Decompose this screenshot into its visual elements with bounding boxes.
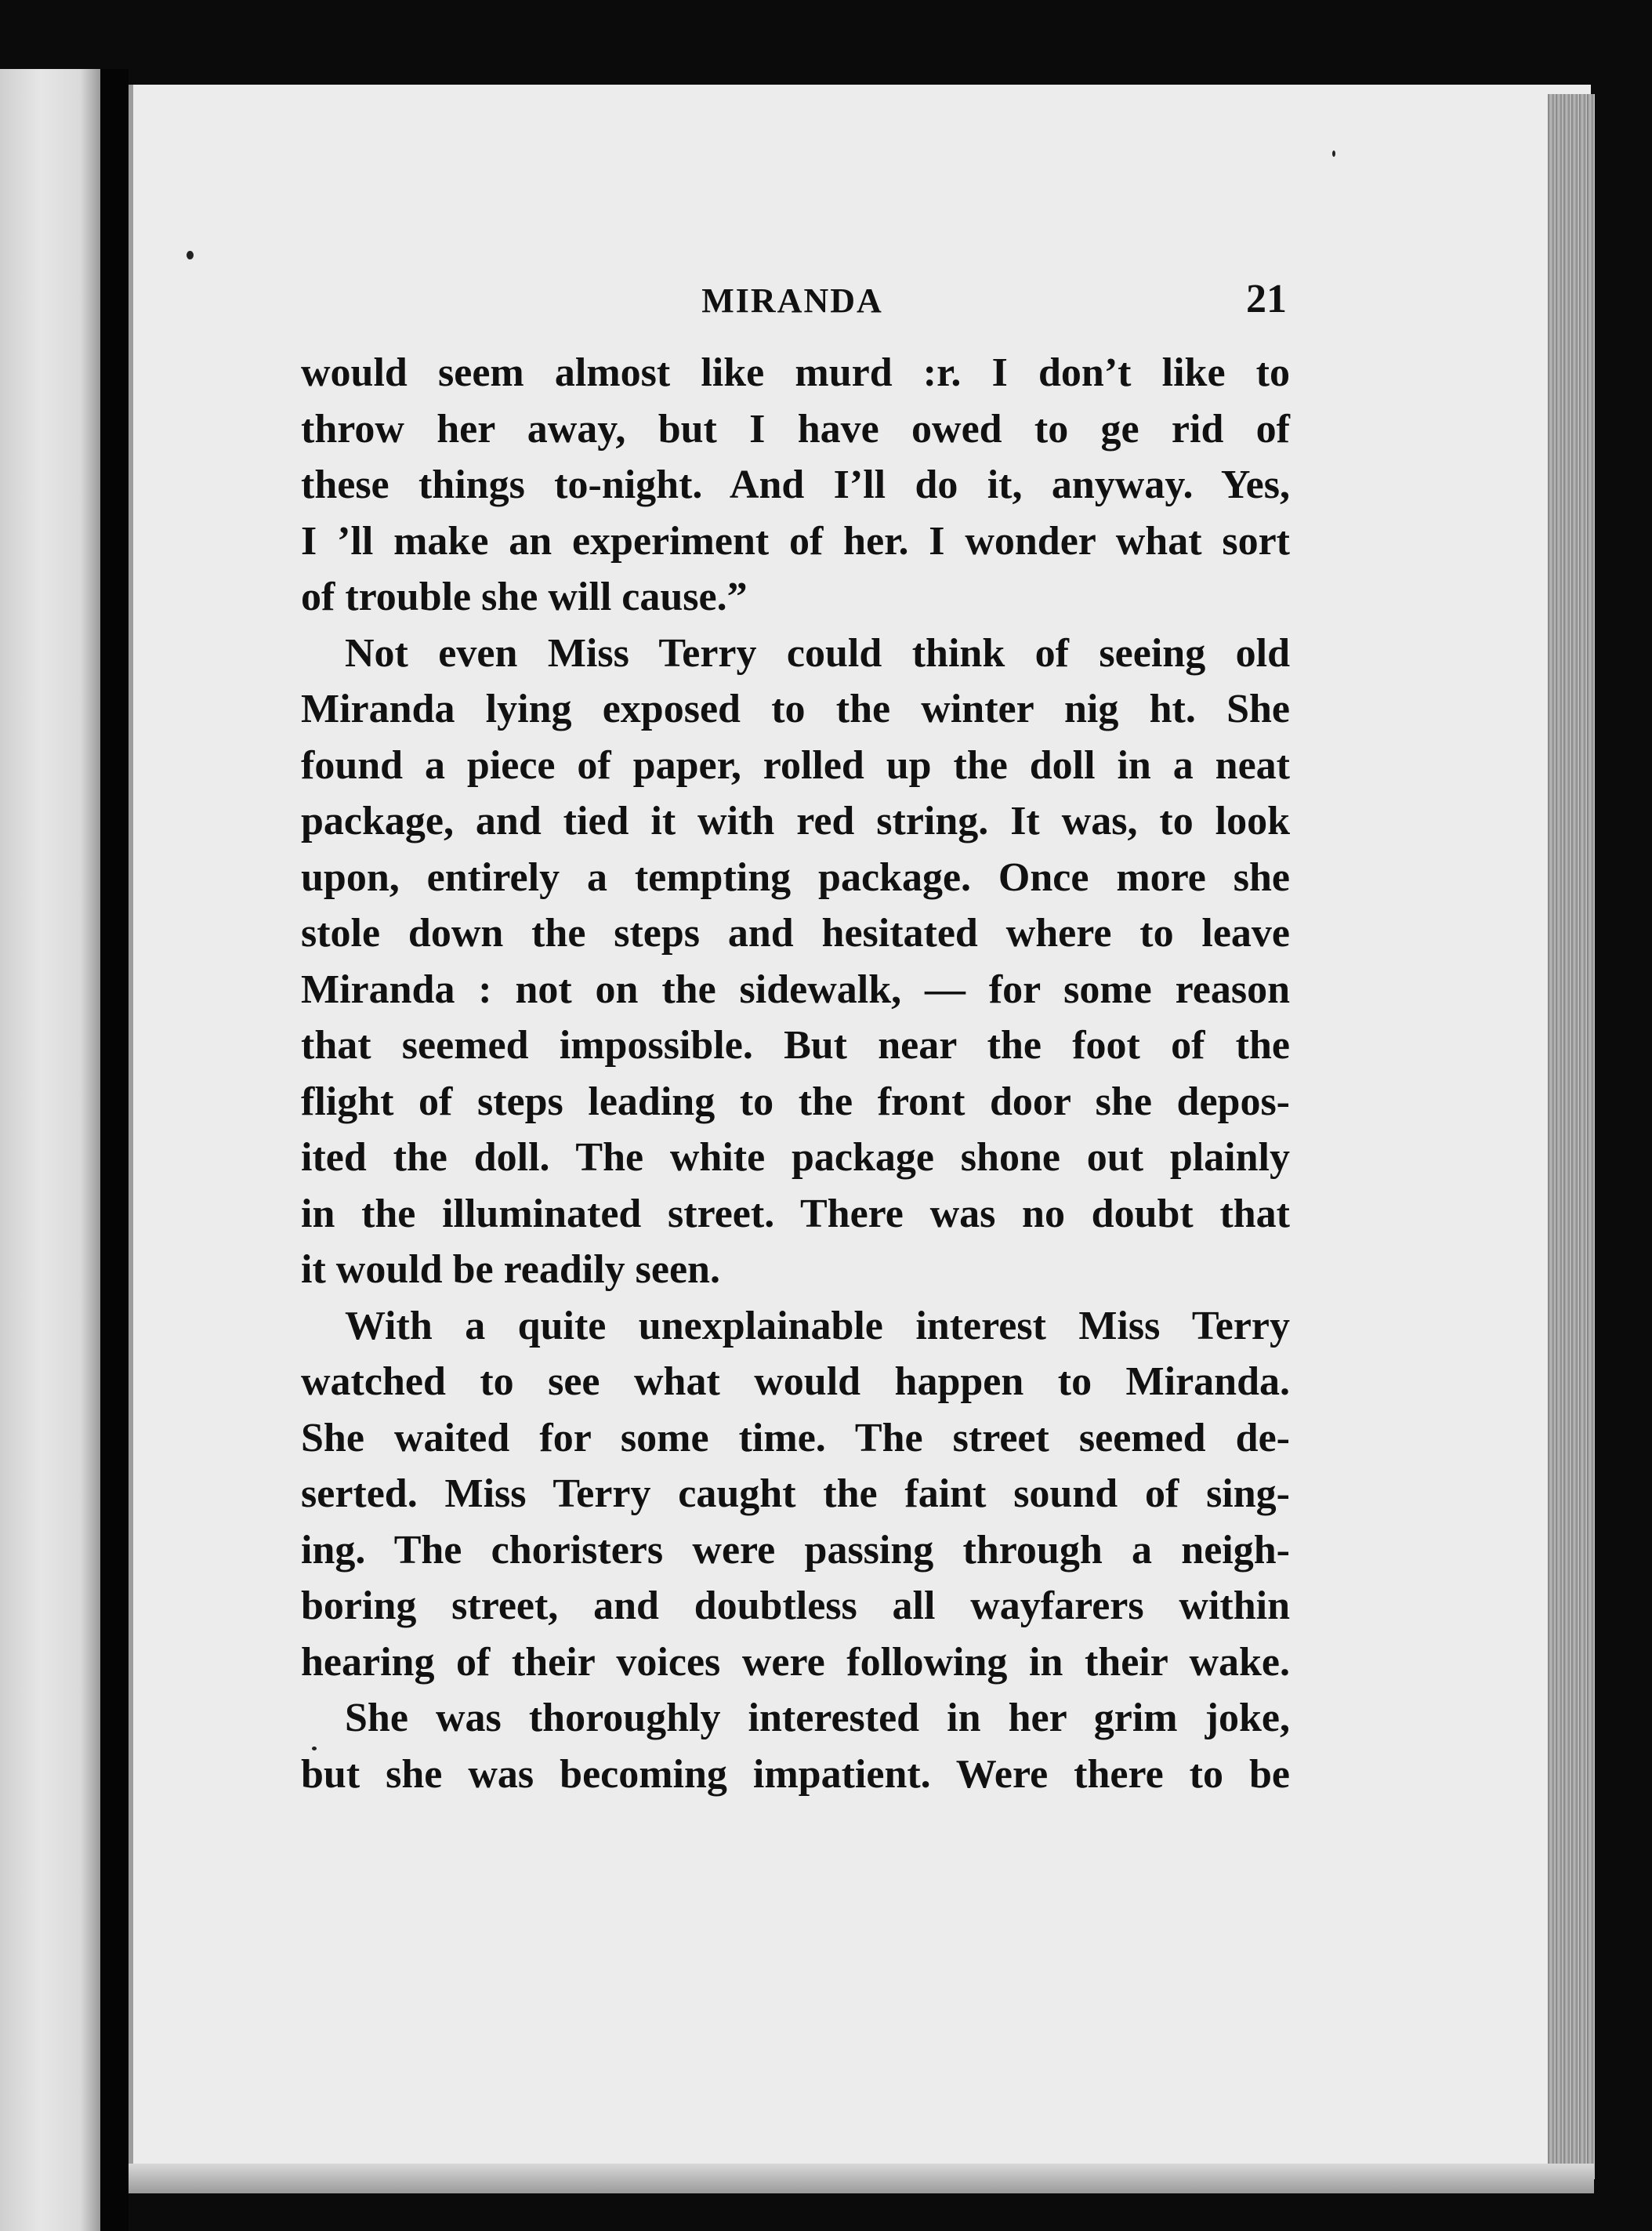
text-line: would seem almost like murd :r. I don’t like to — [301, 350, 1290, 395]
text-line: Miranda lying exposed to the winter nig ht. She — [301, 687, 1290, 731]
text-line: Miranda : not on the sidewalk, — for some reason — [301, 967, 1290, 1012]
text-line: Not even Miss Terry could think of seeing old — [345, 630, 1290, 676]
text-line: in the illuminated street. There was no doubt that — [301, 1191, 1290, 1236]
paragraph-2 — [301, 626, 1290, 1298]
text-line: throw her away, but I have owed to ge rid of — [301, 406, 1290, 452]
text-line: found a piece of paper, rolled up the doll in a neat — [301, 742, 1290, 788]
book-gutter — [100, 69, 129, 2231]
text-line: She was thoroughly interested in her grim joke, — [345, 1696, 1290, 1740]
text-line: but she was becoming impatient. Were there to be — [301, 1751, 1290, 1797]
text-line: of trouble she will cause.” — [301, 575, 748, 619]
text-line: serted. Miss Terry caught the faint sound of sing- — [301, 1471, 1290, 1516]
text-line: With a quite unexplainable interest Miss Terry — [345, 1303, 1290, 1348]
text-line: watched to see what would happen to Miranda. — [301, 1359, 1290, 1404]
body-text — [301, 345, 1290, 1802]
text-line: boring street, and doubtless all wayfarers within — [301, 1583, 1290, 1628]
scan-speck — [1332, 151, 1335, 157]
text-line: package, and tied it with red string. It was, to look — [301, 799, 1290, 843]
paragraph-3 — [301, 1298, 1290, 1691]
running-head — [298, 276, 1287, 331]
text-line: I ’ll make an experiment of her. I wonder what sort — [301, 518, 1290, 564]
scan-speck — [187, 251, 194, 259]
text-line: ing. The choristers were passing through a neigh- — [301, 1527, 1290, 1573]
text-line: these things to-night. And I’ll do it, anyway. Yes, — [301, 463, 1290, 507]
text-line: hearing of their voices were following in their wake. — [301, 1639, 1290, 1685]
running-head-title: MIRANDA — [701, 281, 883, 320]
text-line: it would be readily seen. — [301, 1247, 720, 1292]
page-number: 21 — [1246, 277, 1287, 321]
text-line: flight of steps leading to the front door she depos- — [301, 1079, 1290, 1124]
text-line: that seemed impossible. But near the foot of the — [301, 1023, 1290, 1068]
text-line: stole down the steps and hesitated where to leave — [301, 911, 1290, 956]
text-line: upon, entirely a tempting package. Once more she — [301, 854, 1290, 900]
page-edge-stack — [1548, 94, 1595, 2179]
page-bottom-shadow — [129, 2164, 1594, 2193]
text-line: ited the doll. The white package shone out plainly — [301, 1135, 1290, 1180]
paragraph-4 — [301, 1690, 1290, 1802]
facing-page-edge — [0, 69, 100, 2231]
paragraph-1 — [301, 345, 1290, 626]
text-line: She waited for some time. The street seemed de- — [301, 1415, 1290, 1460]
